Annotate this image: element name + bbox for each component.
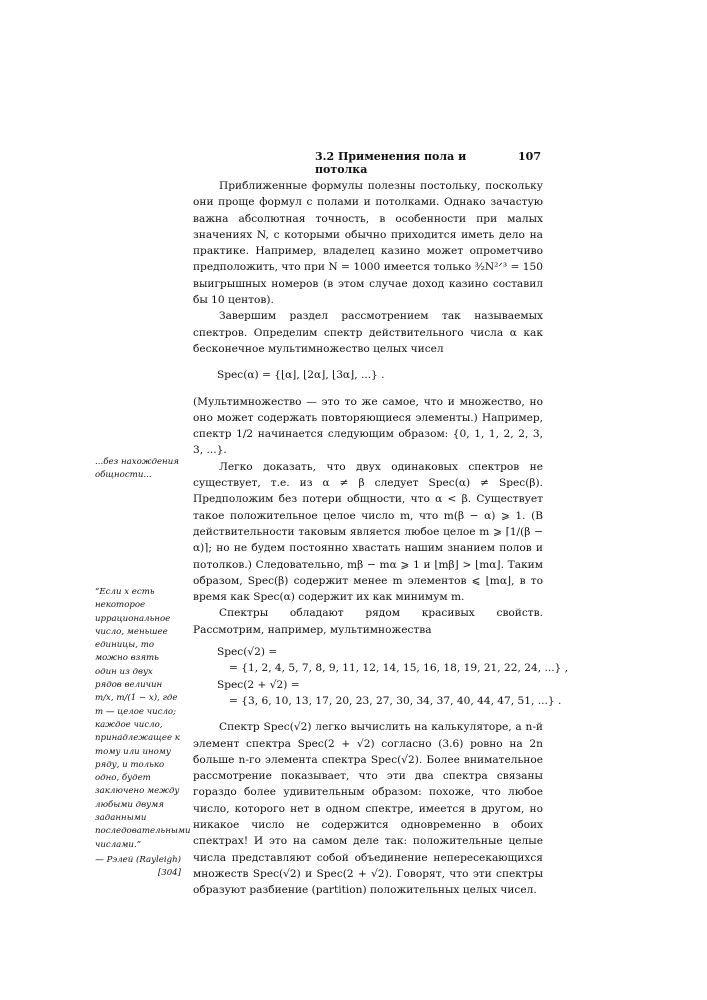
paragraph-approximations: Приближенные формулы полезны постольку, поскольку они проще формул с полами и потолками. Однако зачастую важна абсолютная точность, в особенности при малых значениях N, с которыми обычно приходится иметь дело на практике. Например, владелец казино может опрометчиво предположить, что при N = 1000 имеется только ³⁄₂N²ᐟ³ = 150 выигрышных номеров (в этом случае доход казино составил бы 10 центов).: [193, 180, 543, 307]
paragraph-partition: Спектр Spec(√2) легко вычислить на калькуляторе, а n-й элемент спектра Spec(2 + √2) согласно (3.6) ровно на 2n больше n-го элемента спектра Spec(√2). Более внимательное рассмотрение показывает, что эти два спектра связаны гораздо более удивительным образом: похоже, что любое число, которого нет в одном спектре, имеется в другом, но никакое число не содержится одновременно в обоих спектрах! И это на самом деле так: положительные целые числа представляют собой объединение непересекающихся множеств Spec(√2) и Spec(2 + √2). Говорят, что эти спектры образуют разбиение (partition) положительных целых чисел.: [193, 721, 543, 897]
spec-sqrt2-label: Spec(√2) =: [217, 646, 278, 659]
running-header: [315, 150, 541, 176]
page-number: 107: [518, 150, 541, 163]
spectra-sequences: [193, 644, 569, 709]
spec-2-plus-sqrt2-label: Spec(2 + √2) =: [217, 678, 300, 691]
margin-note-generality: ...без нахождения общности...: [95, 457, 179, 481]
spec-2-plus-sqrt2-values: = {3, 6, 10, 13, 17, 20, 23, 27, 30, 34, 37, 40, 44, 47, 51, ...} .: [229, 694, 562, 707]
paragraph-proof: Легко доказать, что двух одинаковых спектров не существует, т.е. из α ≠ β следует Spec(α) ≠ Spec(β). Предположим без потери общности, что α < β. Существует такое положительное целое число m, что m(β − α) ⩾ 1. (В действительности таковым является любое целое m ⩾ ⌈1/(β − α)⌉; но не будем постоянно хвастать нашим знанием полов и потолков.) Следовательно, mβ − mα ⩾ 1 и ⌊mβ⌋ > ⌊mα⌋. Таким образом, Spec(β) содержит менее m элементов ⩽ ⌊mα⌋, в то время как Spec(α) содержит их как минимум m.: [193, 460, 543, 604]
spec-sqrt2-values: = {1, 2, 4, 5, 7, 8, 9, 11, 12, 14, 15, 16, 18, 19, 21, 22, 24, ...} ,: [229, 662, 569, 675]
rayleigh-quote: “Если x есть некоторое иррациональное число, меньшее единицы, то можно взять один из двух рядов величин m/x, m/(1 − x), где m — целое число; каждое число, принадлежащее к тому или иному ряду, и только одно, будет заключено между любыми двумя заданными последовательными числами.”: [95, 587, 191, 850]
main-text: [193, 178, 569, 898]
paragraph-multiset: (Мультимножество — это то же самое, что и множество, но оно может содержать повторяющиеся элементы.) Например, спектр 1/2 начинается следующим образом: {0, 1, 1, 2, 2, 3, 3, ...}.: [193, 395, 543, 457]
rayleigh-attribution: — Рэлей (Rayleigh) [304]: [95, 854, 181, 879]
paragraph-properties: Спектры обладают рядом красивых свойств. Рассмотрим, например, мультимножества: [193, 607, 543, 636]
section-title: 3.2 Применения пола и потолка: [315, 150, 467, 176]
margin-note-rayleigh: [95, 586, 191, 881]
paragraph-spectrum-definition: Завершим раздел рассмотрением так называемых спектров. Определим спектр действительного числа α как бесконечное мультимножество целых чисел: [193, 310, 543, 355]
spec-formula: Spec(α) = {⌊α⌋, ⌊2α⌋, ⌊3α⌋, ...} .: [217, 369, 385, 382]
